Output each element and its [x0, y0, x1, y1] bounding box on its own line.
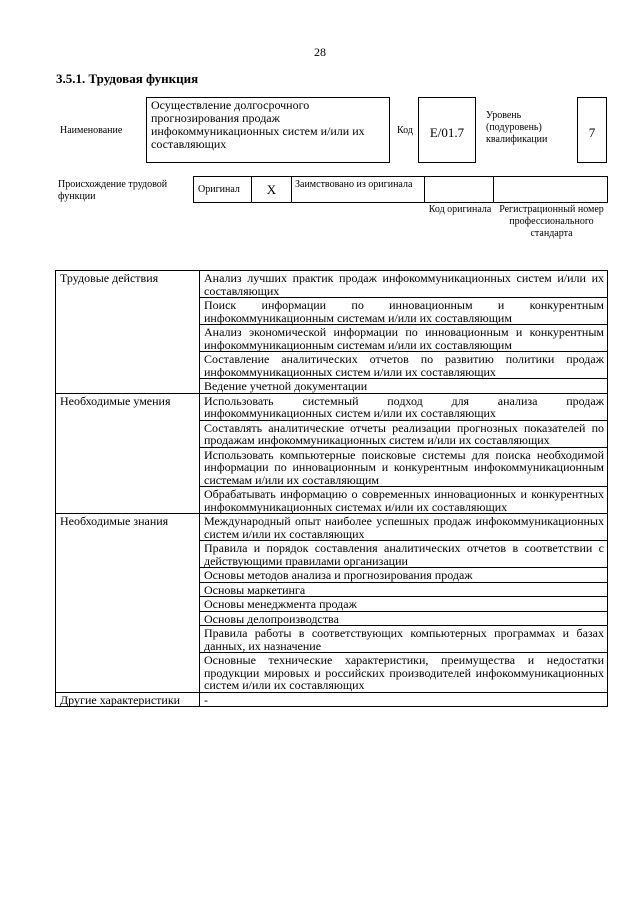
list-item: Обрабатывать информацию о современных инновационных и конкурентных инфокоммуникационных системах и/или их составляющих	[200, 487, 608, 514]
original-code-cell	[425, 177, 494, 202]
skills-label: Необходимые умения	[56, 393, 200, 514]
table-row	[56, 271, 608, 298]
list-item: Основы методов анализа и прогнозирования продаж	[200, 568, 608, 583]
list-item: Анализ лучших практик продаж инфокоммуникационных систем и/или их составляющих	[200, 271, 608, 298]
list-item: Составление аналитических отчетов по развитию политики продаж инфокоммуникационных систем и/или их составляющих	[200, 352, 608, 379]
list-item: Основы делопроизводства	[200, 611, 608, 626]
list-item: Составлять аналитические отчеты реализации прогнозных показателей по продажам инфокоммуникационных систем и/или их составляющих	[200, 420, 608, 447]
labor-actions-label: Трудовые действия	[56, 271, 200, 394]
function-name-box: Осуществление долгосрочного прогнозирования продаж инфокоммуникационных систем и/или их составляющих	[146, 97, 390, 163]
code-value-box: E/01.7	[418, 97, 476, 163]
registration-number-cell	[494, 177, 607, 202]
list-item: Использовать системный подход для анализа продаж инфокоммуникационных систем и/или их составляющих	[200, 393, 608, 420]
table-row	[56, 393, 608, 420]
list-item: Правила работы в соответствующих компьютерных программах и базах данных, их назначение	[200, 626, 608, 653]
list-item: Ведение учетной документации	[200, 379, 608, 394]
page-number: 28	[314, 45, 326, 59]
code-label: Код	[397, 125, 413, 136]
borrowed-cell: Заимствовано из оригинала	[292, 177, 425, 202]
code-caption: Код оригинала	[428, 204, 492, 215]
table-row	[56, 692, 608, 707]
origin-label: Происхождение трудовой функции	[58, 179, 168, 202]
list-item: Международный опыт наиболее успешных продаж инфокоммуникационных систем и/или их составляющих	[200, 514, 608, 541]
section-title: 3.5.1. Трудовая функция	[56, 71, 199, 86]
level-label: Уровень (подуровень) квалификации	[486, 110, 548, 145]
list-item: Использовать компьютерные поисковые системы для поиска необходимой информации по инновационным и конкурентным инфокоммуникационным системам и/или их составляющим	[200, 447, 608, 487]
original-mark: X	[252, 177, 292, 202]
naming-label: Наименование	[60, 125, 123, 136]
original-cell: Оригинал	[194, 177, 252, 202]
table-row	[56, 514, 608, 541]
knowledge-label: Необходимые знания	[56, 514, 200, 693]
list-item: Основные технические характеристики, преимущества и недостатки продукции мировых и российских производителей инфокоммуникационных систем и/или их составляющих	[200, 653, 608, 693]
registration-caption: Регистрационный номер профессионального стандарта	[499, 204, 604, 239]
function-details-table	[55, 270, 608, 707]
other-characteristics-value: -	[200, 692, 608, 707]
list-item: Основы маркетинга	[200, 582, 608, 597]
list-item: Правила и порядок составления аналитических отчетов в соответствии с действующими правилами организации	[200, 541, 608, 568]
list-item: Основы менеджмента продаж	[200, 597, 608, 612]
list-item: Поиск информации по инновационным и конкурентным инфокоммуникационным системам и/или их составляющим	[200, 298, 608, 325]
list-item: Анализ экономической информации по инновационным и конкурентным инфокоммуникационным системам и/или их составляющим	[200, 325, 608, 352]
level-value-box: 7	[577, 97, 607, 163]
other-characteristics-label: Другие характеристики	[56, 692, 200, 707]
origin-row	[193, 176, 608, 203]
